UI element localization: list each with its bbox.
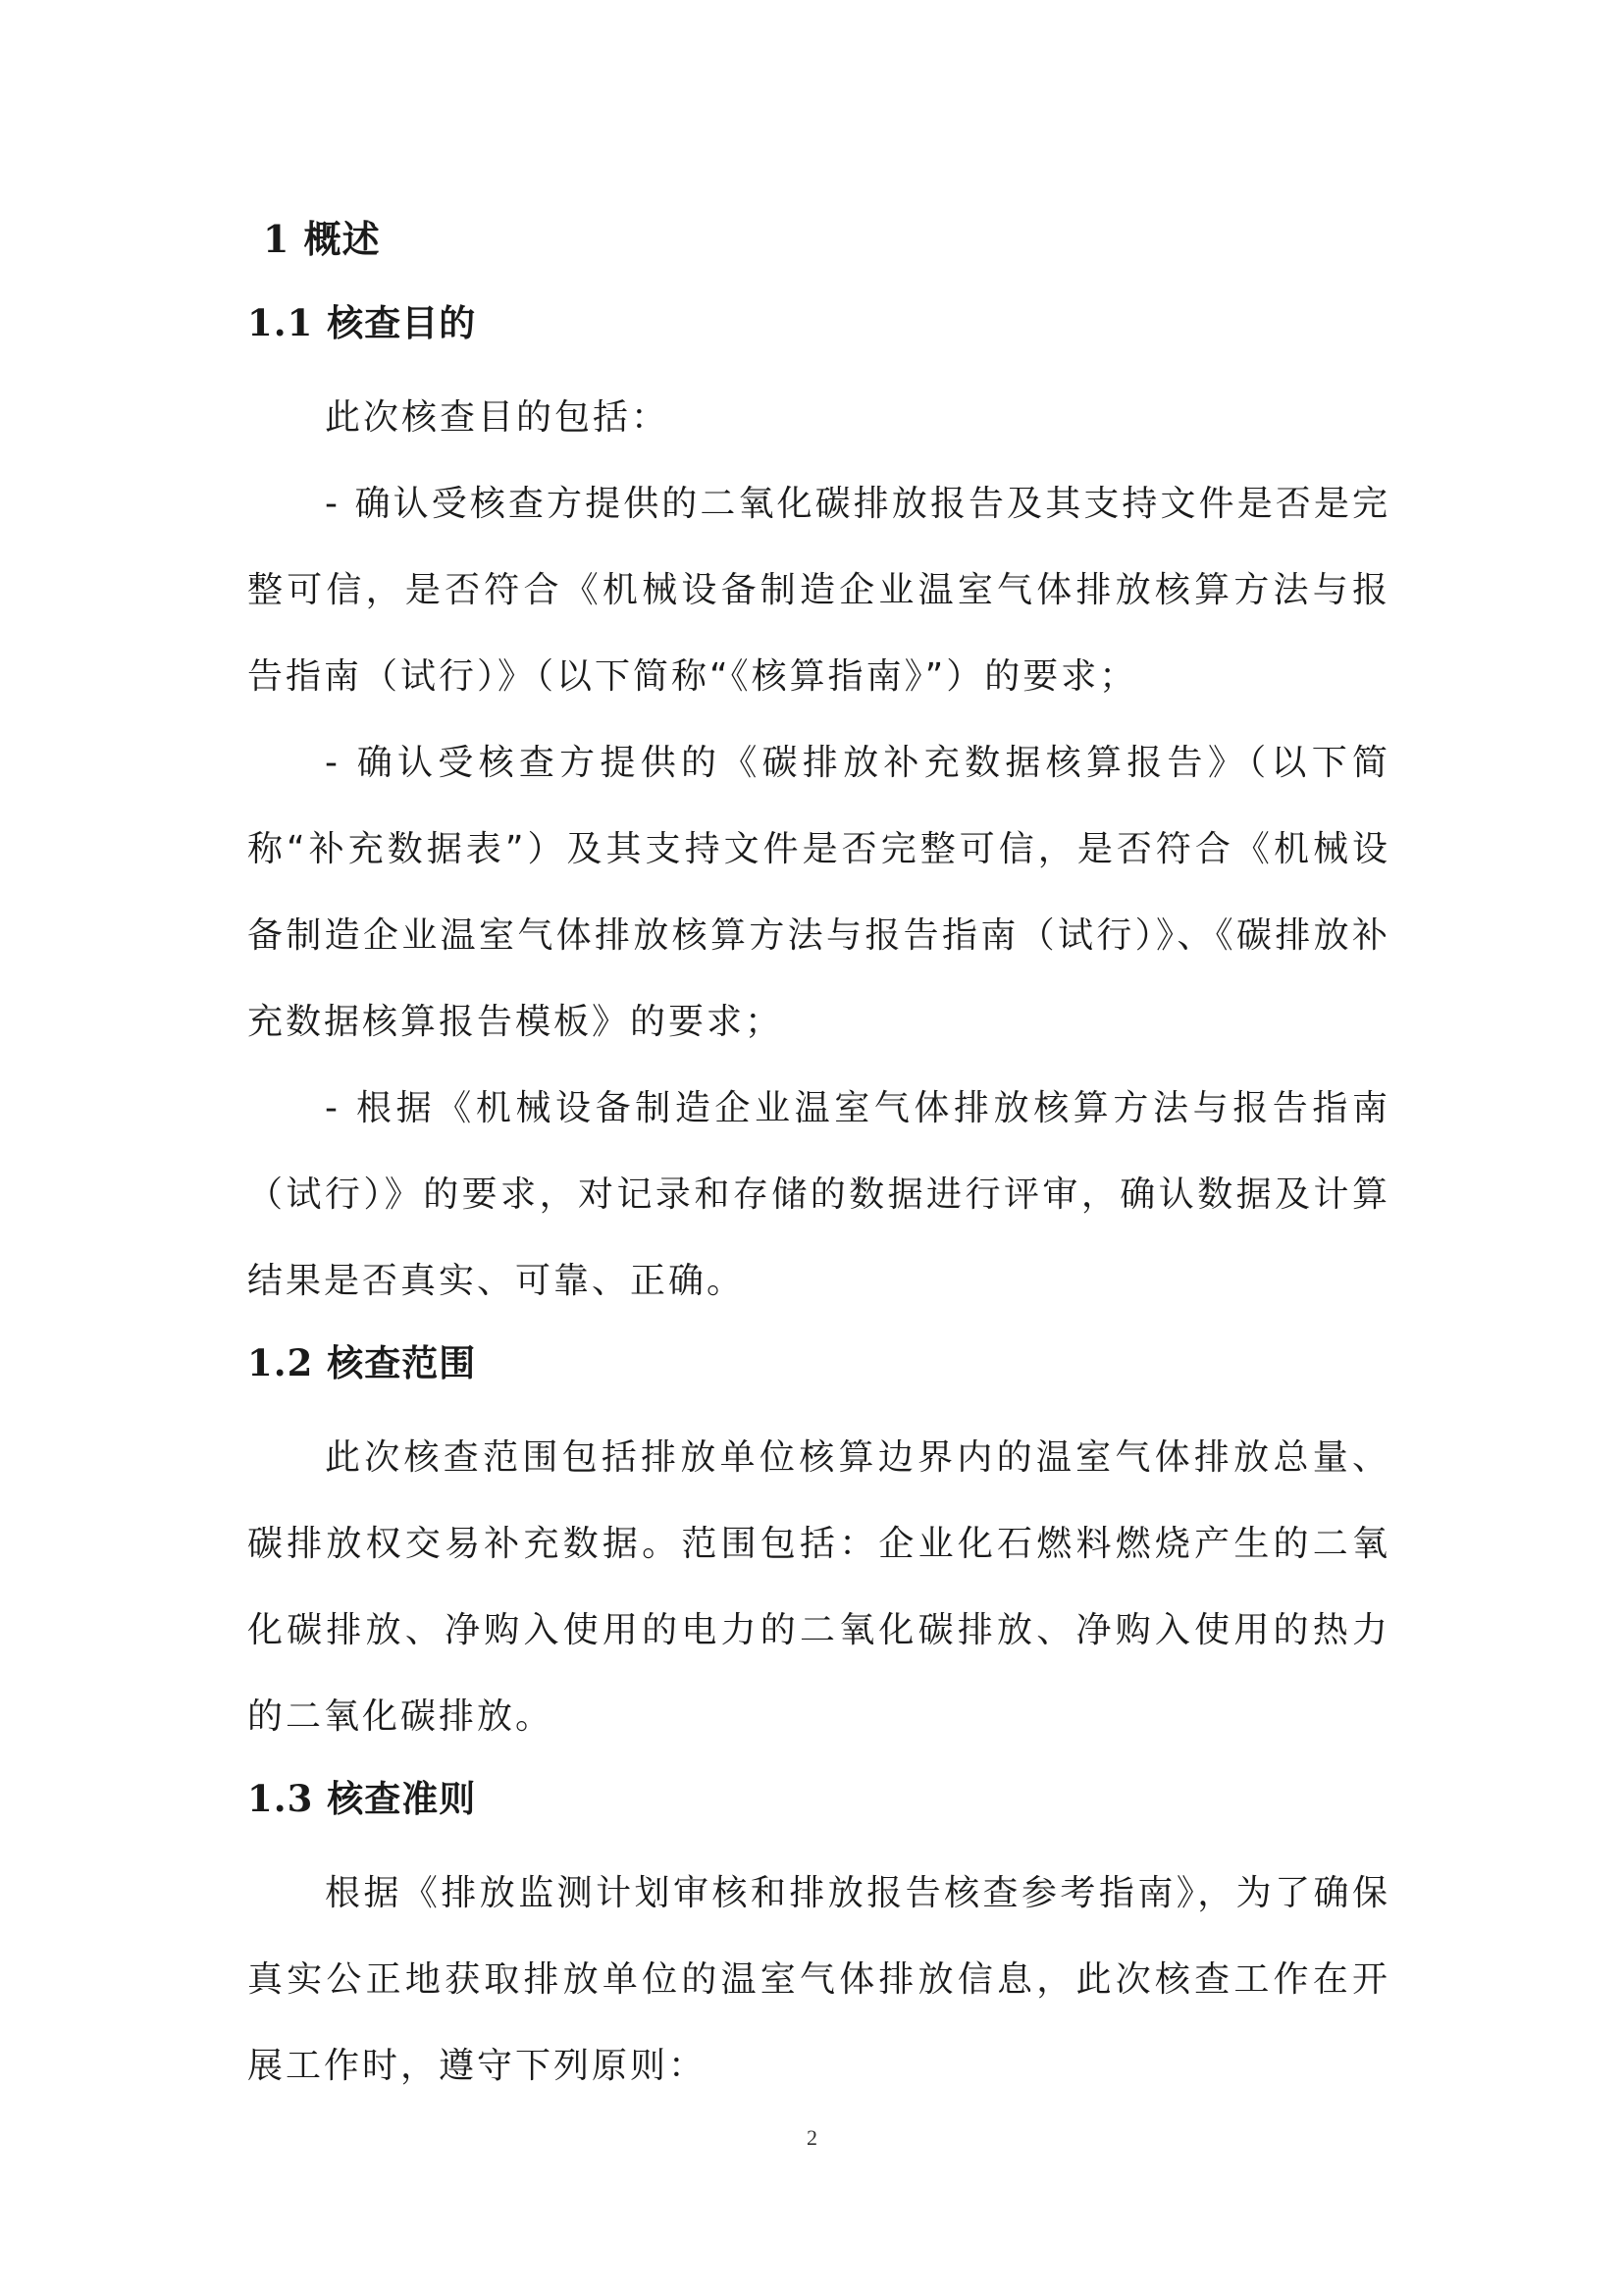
section-heading-1-2: 1.2 核查范围	[247, 1341, 477, 1384]
paragraph: 此次核查目的包括：	[325, 397, 670, 438]
document-body	[247, 210, 1390, 2110]
paragraph: - 根据《机械设备制造企业温室气体排放核算方法与报告指南（试行）》的要求，对记录和存储的数据进行评审，确认数据及计算结果是否真实、可靠、正确。	[247, 1088, 1390, 1301]
section-heading-1-3: 1.3 核查准则	[247, 1777, 477, 1820]
paragraph: 根据《排放监测计划审核和排放报告核查参考指南》，为了确保真实公正地获取排放单位的温室气体排放信息，此次核查工作在开展工作时，遵守下列原则：	[247, 1873, 1390, 2086]
paragraph: - 确认受核查方提供的《碳排放补充数据核算报告》（以下简称“补充数据表”）及其支持文件是否完整可信，是否符合《机械设备制造企业温室气体排放核算方法与报告指南（试行）》、《碳排放补充数据核算报告模板》的要求；	[247, 743, 1390, 1042]
chapter-heading: 1 概述	[263, 217, 381, 261]
paragraph: 此次核查范围包括排放单位核算边界内的温室气体排放总量、碳排放权交易补充数据。范围包括：企业化石燃料燃烧产生的二氧化碳排放、净购入使用的电力的二氧化碳排放、净购入使用的热力的二氧化碳排放。	[247, 1437, 1390, 1737]
section-heading-1-1: 1.1 核查目的	[247, 301, 477, 344]
paragraph: - 确认受核查方提供的二氧化碳排放报告及其支持文件是否是完整可信，是否符合《机械设备制造企业温室气体排放核算方法与报告指南（试行）》（以下简称“《核算指南》”）的要求；	[247, 484, 1390, 697]
page-number: 2	[807, 2125, 817, 2150]
